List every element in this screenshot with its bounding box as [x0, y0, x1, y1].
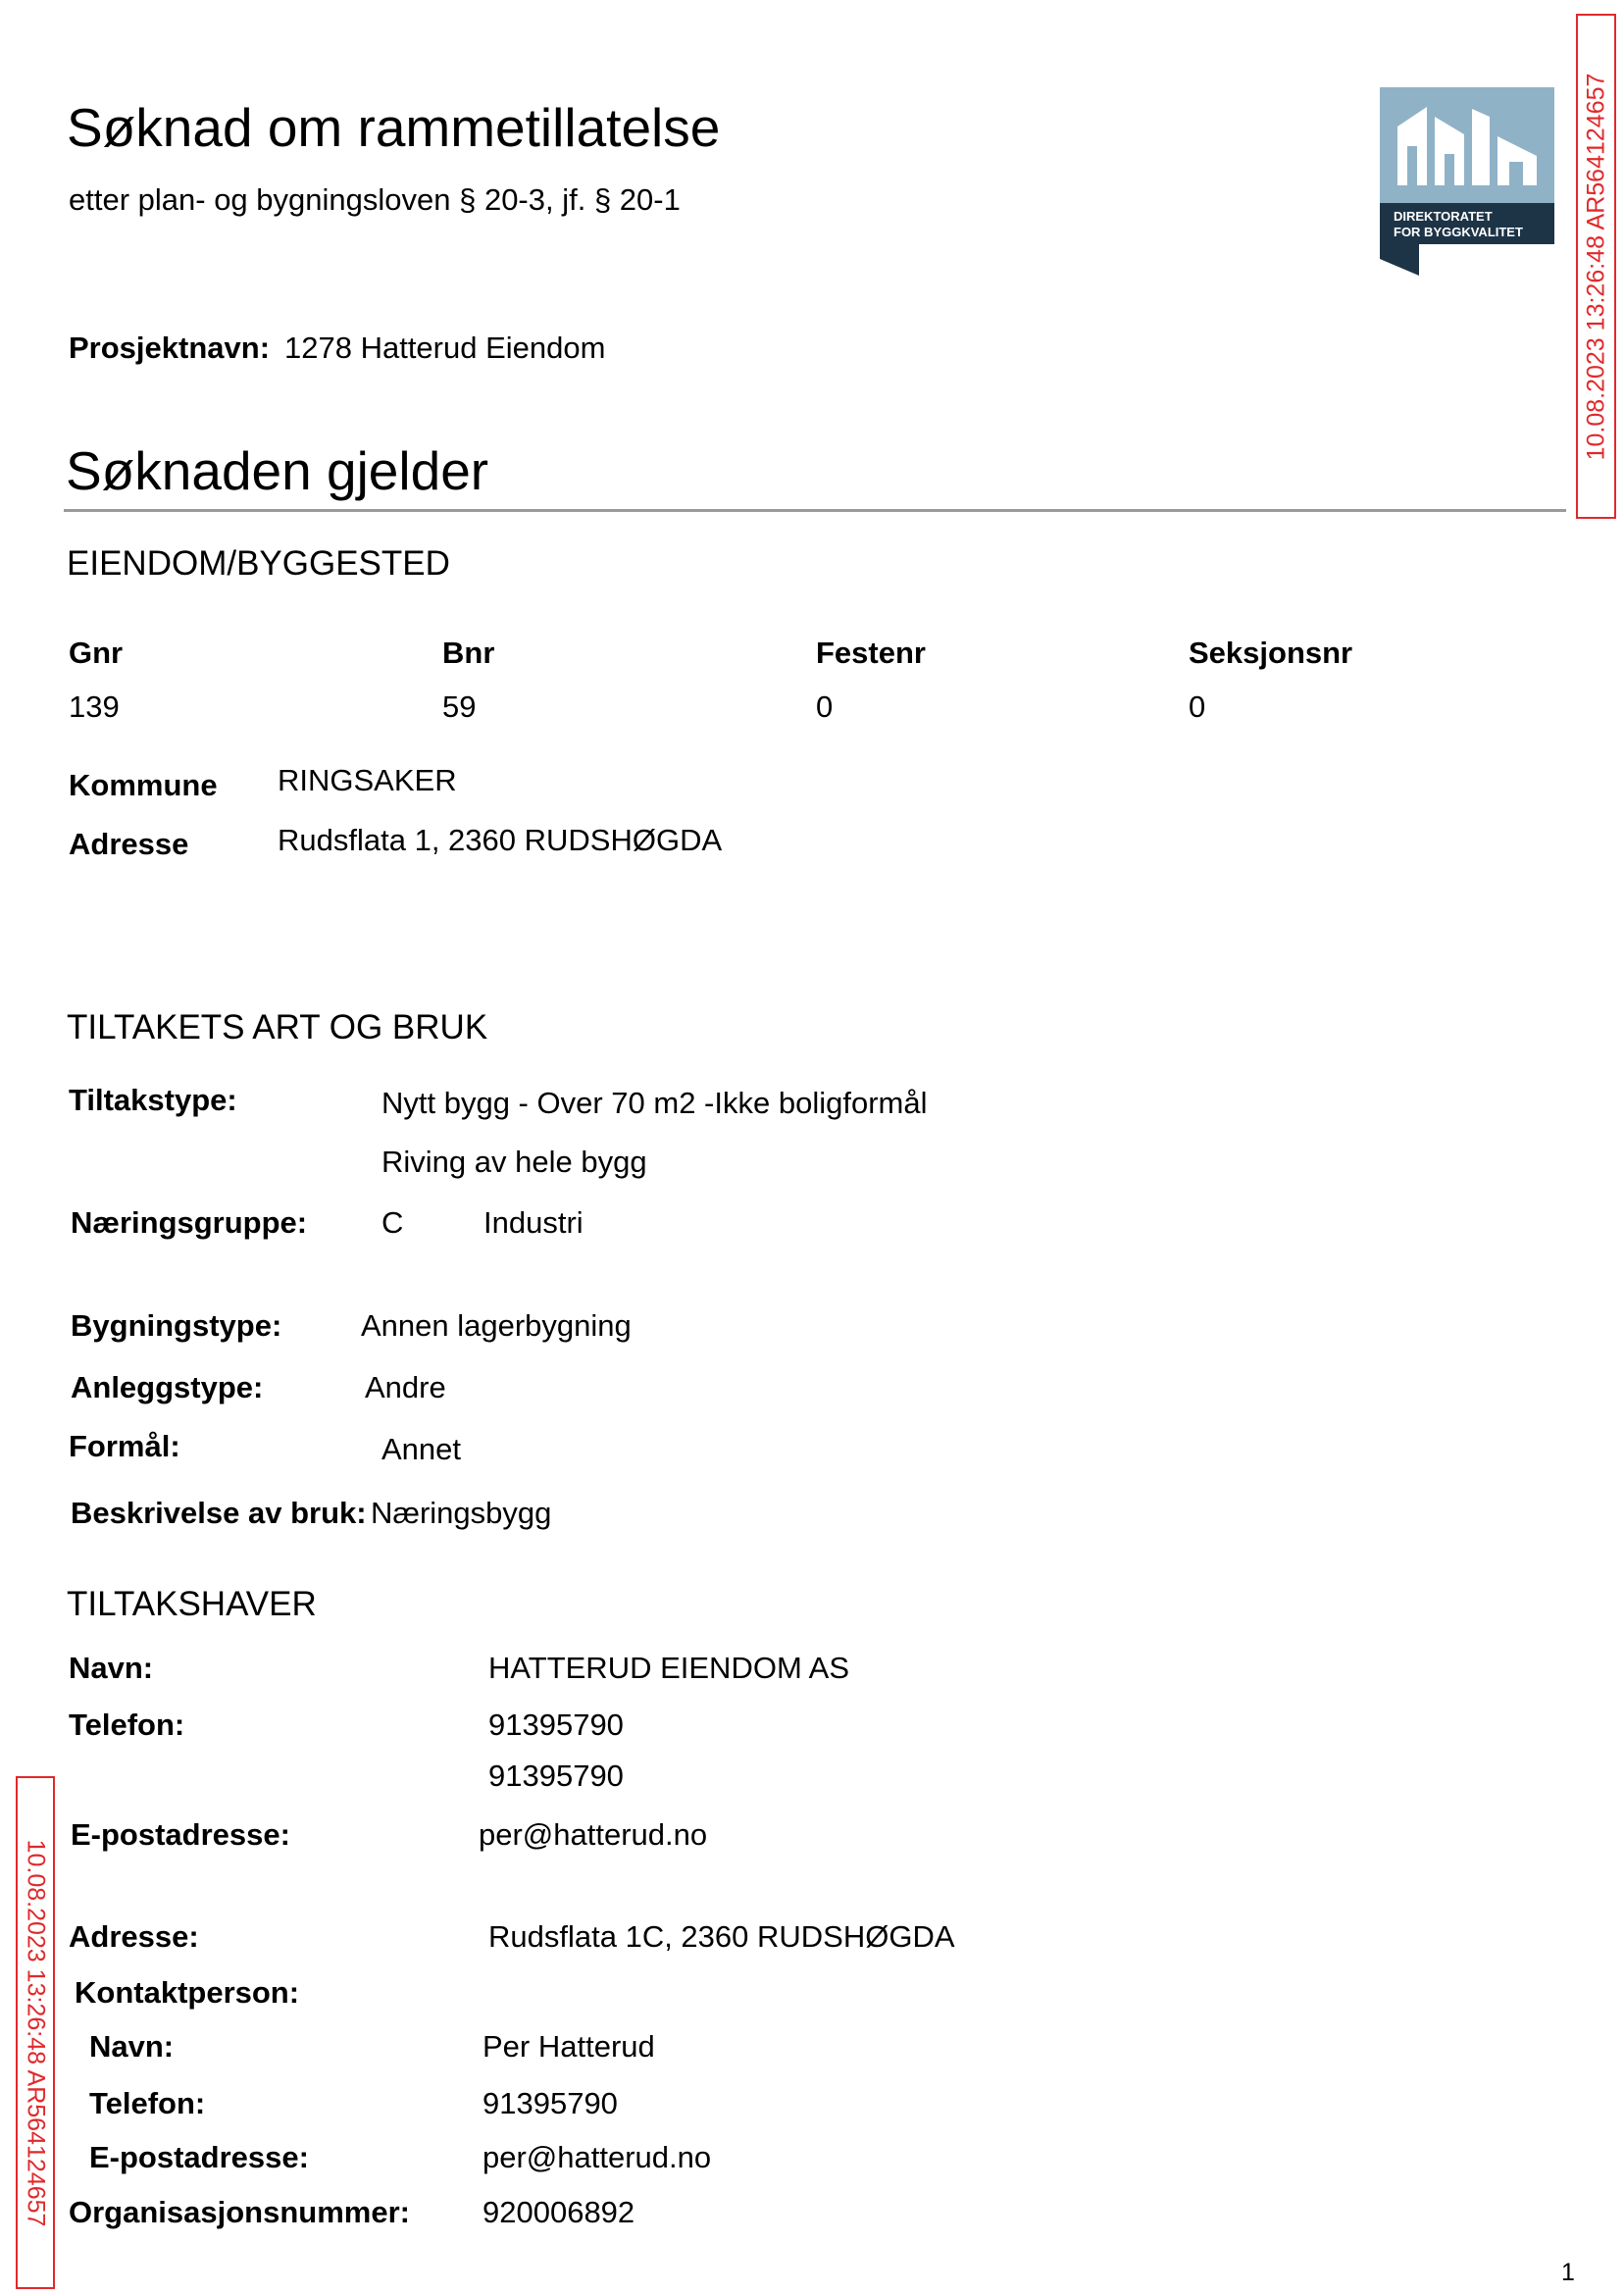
kommune-value: RINGSAKER [278, 763, 457, 797]
project-value: 1278 Hatterud Eiendom [284, 331, 606, 365]
tiltakstype-value-1: Nytt bygg - Over 70 m2 -Ikke boligformål [381, 1086, 928, 1120]
gnr-label: Gnr [69, 636, 124, 670]
bnr-label: Bnr [442, 636, 495, 670]
kontakt-navn-value: Per Hatterud [482, 2029, 655, 2064]
seksjonsnr-label: Seksjonsnr [1189, 636, 1353, 670]
document-subtitle: etter plan- og bygningsloven § 20-3, jf. § 20-1 [69, 182, 681, 217]
section-title: Søknaden gjelder [66, 440, 489, 501]
kontakt-telefon-value: 91395790 [482, 2086, 618, 2120]
receipt-stamp-left [16, 1776, 55, 2289]
bygningstype-label: Bygningstype: [71, 1308, 282, 1343]
anleggstype-value: Andre [365, 1370, 446, 1404]
naeringsgruppe-value: Industri [483, 1205, 584, 1240]
stamp-text: 10.08.2023 13:26:48 AR564124657 [22, 1839, 50, 2226]
receipt-stamp-top [1576, 14, 1616, 519]
dibk-logo [1380, 87, 1554, 276]
adresse-label: Adresse [69, 827, 189, 861]
tiltakshaver-heading: TILTAKSHAVER [67, 1585, 317, 1623]
epost-value: per@hatterud.no [479, 1817, 708, 1852]
adresse-value: Rudsflata 1C, 2360 RUDSHØGDA [488, 1919, 955, 1954]
page-number: 1 [1561, 2259, 1575, 2286]
kommune-label: Kommune [69, 768, 218, 802]
kontakt-epost-label: E-postadresse: [89, 2140, 309, 2174]
naeringsgruppe-label: Næringsgruppe: [71, 1205, 308, 1240]
festenr-value: 0 [816, 689, 834, 724]
kontakt-telefon-label: Telefon: [89, 2086, 206, 2120]
bnr-value: 59 [442, 689, 477, 724]
formal-label: Formål: [69, 1429, 180, 1463]
tiltakstype-label: Tiltakstype: [69, 1083, 237, 1117]
adresse-label: Adresse: [69, 1919, 199, 1954]
seksjonsnr-value: 0 [1189, 689, 1206, 724]
festenr-label: Festenr [816, 636, 926, 670]
eiendom-heading: EIENDOM/BYGGESTED [67, 544, 450, 583]
navn-label: Navn: [69, 1651, 154, 1685]
tiltakstype-value-2: Riving av hele bygg [381, 1145, 647, 1179]
bygningstype-value: Annen lagerbygning [361, 1308, 632, 1343]
naeringsgruppe-code: C [381, 1205, 404, 1240]
navn-value: HATTERUD EIENDOM AS [488, 1651, 850, 1685]
document-title: Søknad om rammetillatelse [67, 97, 721, 158]
tiltak-heading: TILTAKETS ART OG BRUK [67, 1008, 488, 1046]
stamp-text: 10.08.2023 13:26:48 AR564124657 [1582, 73, 1609, 460]
telefon-value-2: 91395790 [488, 1759, 624, 1793]
gnr-value: 139 [69, 689, 120, 724]
logo-text-line1: DIREKTORATET [1394, 209, 1493, 224]
orgnr-value: 920006892 [482, 2195, 635, 2229]
kontaktperson-label: Kontaktperson: [75, 1975, 300, 2010]
adresse-value: Rudsflata 1, 2360 RUDSHØGDA [278, 823, 723, 857]
anleggstype-label: Anleggstype: [71, 1370, 264, 1404]
formal-value: Annet [381, 1432, 462, 1466]
section-divider [64, 509, 1566, 512]
orgnr-label: Organisasjonsnummer: [69, 2195, 410, 2229]
kontakt-navn-label: Navn: [89, 2029, 175, 2064]
epost-label: E-postadresse: [71, 1817, 290, 1852]
project-label: Prosjektnavn: [69, 331, 271, 365]
telefon-value-1: 91395790 [488, 1708, 624, 1742]
beskrivelse-value: Næringsbygg [371, 1496, 552, 1530]
telefon-label: Telefon: [69, 1708, 185, 1742]
logo-text-line2: FOR BYGGKVALITET [1394, 225, 1523, 239]
kontakt-epost-value: per@hatterud.no [482, 2140, 712, 2174]
beskrivelse-label: Beskrivelse av bruk: [71, 1496, 367, 1530]
